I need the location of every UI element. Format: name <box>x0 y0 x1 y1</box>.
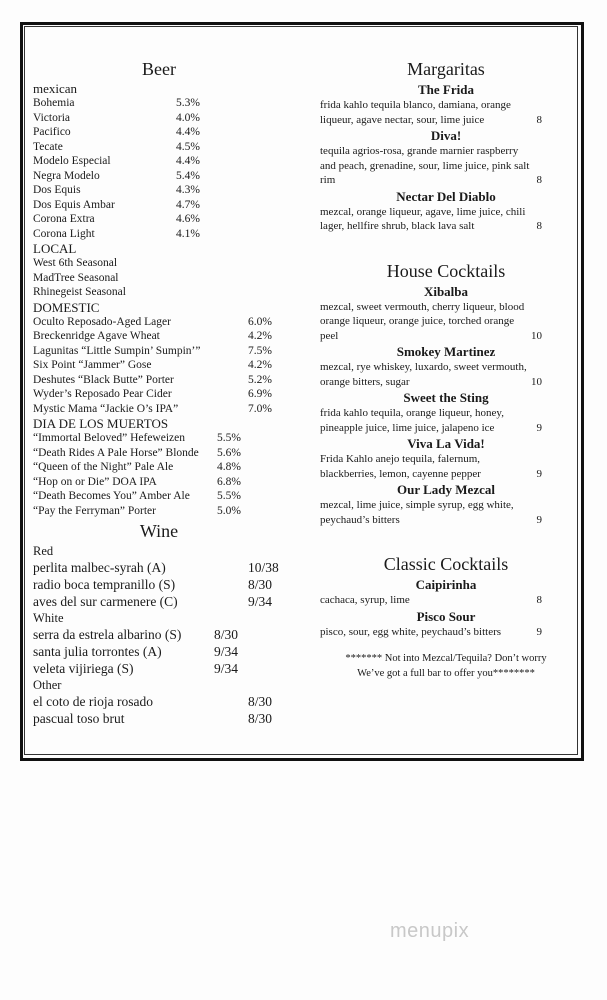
item-name: “Death Rides A Pale Horse” Blonde <box>33 446 199 459</box>
drink-name: Caipirinha <box>415 577 477 592</box>
item-abv: 4.2% <box>248 359 272 371</box>
drink-description <box>320 219 542 234</box>
list-item <box>33 626 285 643</box>
drink-description <box>320 314 542 329</box>
description-line: mezcal, sweet vermouth, cherry liqueur, blood <box>320 300 525 313</box>
item-price: 9/34 <box>248 594 273 609</box>
drink-description <box>320 113 542 128</box>
local-label: LOCAL <box>33 241 77 256</box>
list-item <box>33 643 285 660</box>
item-abv: 7.0% <box>248 402 272 415</box>
right-column <box>320 58 572 681</box>
drink-name: Nectar Del Diablo <box>396 188 496 204</box>
item-name: santa julia torrontes (A) <box>33 644 162 659</box>
drink-price: 8 <box>536 174 542 186</box>
item-abv: 5.5% <box>217 432 241 444</box>
list-item <box>33 271 285 286</box>
list-item <box>33 96 285 111</box>
drink-description <box>320 98 542 113</box>
item-name: Mystic Mama “Jackie O’s IPA” <box>33 402 179 415</box>
drink-description <box>320 452 542 467</box>
description-line: frida kahlo tequila, orange liqueur, honey, <box>320 407 504 419</box>
list-item <box>33 431 285 446</box>
drink-name: The Frida <box>418 82 474 97</box>
item-name: Pacifico <box>33 126 71 138</box>
list-item <box>33 111 285 126</box>
item-name: “Queen of the Night” Pale Ale <box>33 461 174 473</box>
list-item <box>33 373 285 388</box>
item-name: veleta vijiriega (S) <box>33 661 134 676</box>
list-item <box>33 344 285 359</box>
drink-name: Pisco Sour <box>416 608 476 624</box>
drink-description <box>320 498 542 513</box>
drink-item <box>320 389 572 435</box>
drink-item <box>320 283 572 344</box>
item-abv: 5.5% <box>217 490 241 502</box>
margaritas-heading: Margaritas <box>407 59 485 79</box>
drink-name: Xibalba <box>423 283 469 299</box>
item-abv: 4.7% <box>176 198 200 211</box>
item-name: “Death Becomes You” Amber Ale <box>33 490 190 502</box>
item-price: 9/34 <box>214 644 239 659</box>
drink-item <box>320 343 572 389</box>
drink-price: 10 <box>531 375 542 388</box>
description-line: rim <box>320 174 336 186</box>
item-abv: 4.1% <box>176 227 200 240</box>
item-name: Oculto Reposado-Aged Lager <box>33 315 171 328</box>
item-abv: 5.0% <box>217 504 241 517</box>
item-name: Corona Light <box>33 227 95 240</box>
item-abv: 5.6% <box>217 446 241 459</box>
beer-heading: Beer <box>142 59 176 79</box>
drink-description <box>320 329 542 344</box>
drink-description <box>320 593 542 608</box>
item-abv: 4.2% <box>248 330 272 342</box>
description-line: and peach, grenadine, sour, lime juice, pink salt <box>320 159 530 172</box>
list-item <box>33 460 285 475</box>
wine-heading: Wine <box>139 521 179 541</box>
item-name: aves del sur carmenere (C) <box>33 594 178 609</box>
item-name: Dos Equis <box>33 184 81 196</box>
list-item <box>33 198 285 213</box>
item-name: el coto de rioja rosado <box>33 694 153 709</box>
item-name: West 6th Seasonal <box>33 257 118 269</box>
item-abv: 6.0% <box>248 315 272 328</box>
list-item <box>33 593 285 610</box>
mexican-section <box>33 81 285 241</box>
description-line: cachaca, syrup, lime <box>320 594 410 606</box>
other-label: Other <box>33 678 62 692</box>
item-price: 8/30 <box>248 577 273 592</box>
local-section <box>33 241 285 300</box>
drink-name: Viva La Vida! <box>407 436 485 451</box>
item-name: Victoria <box>33 111 70 124</box>
item-name: Rhinegeist Seasonal <box>33 286 126 298</box>
description-line: liqueur, agave nectar, sour, lime juice <box>320 113 485 126</box>
list-item <box>33 169 285 184</box>
description-line: Frida Kahlo anejo tequila, falernum, <box>320 453 481 465</box>
item-name: Dos Equis Ambar <box>33 198 115 211</box>
description-line: pineapple juice, lime juice, jalapeno ice <box>320 421 495 434</box>
drink-description <box>320 625 542 640</box>
item-name: “Immortal Beloved” Hefeweizen <box>33 432 185 444</box>
item-name: Lagunitas “Little Sumpin’ Sumpin’” <box>33 344 201 357</box>
list-item <box>33 183 285 198</box>
item-abv: 5.2% <box>248 373 272 386</box>
list-item <box>33 693 285 710</box>
mexican-label: mexican <box>33 81 78 96</box>
drink-price: 10 <box>531 329 542 342</box>
list-item <box>33 504 285 519</box>
full-bar-note <box>320 651 572 681</box>
item-abv: 5.3% <box>176 97 200 109</box>
classic-cocktails-list <box>320 576 572 639</box>
list-item <box>33 402 285 417</box>
description-line: orange liqueur, orange juice, torched orange <box>320 315 515 327</box>
item-abv: 4.8% <box>217 461 241 473</box>
drink-item <box>320 608 572 640</box>
item-name: Negra Modelo <box>33 169 100 182</box>
list-item <box>33 125 285 140</box>
list-item <box>33 446 285 461</box>
list-item <box>33 576 285 593</box>
item-name: perlita malbec-syrah (A) <box>33 560 166 575</box>
item-name: Deshutes “Black Butte” Porter <box>33 373 174 386</box>
item-abv: 6.9% <box>248 388 272 400</box>
item-price: 8/30 <box>248 694 273 709</box>
drink-name: Smokey Martinez <box>396 344 496 359</box>
drink-item <box>320 188 572 234</box>
item-abv: 6.8% <box>217 475 241 488</box>
drink-description <box>320 406 542 421</box>
description-line: frida kahlo tequila blanco, damiana, orange <box>320 99 511 111</box>
drink-name: Sweet the Sting <box>403 390 489 405</box>
drink-price: 9 <box>536 513 542 526</box>
margaritas-list <box>320 81 572 234</box>
list-item <box>33 489 285 504</box>
item-name: MadTree Seasonal <box>33 271 119 284</box>
item-name: Wyder’s Reposado Pear Cider <box>33 388 172 400</box>
item-name: “Pay the Ferryman” Porter <box>33 504 156 517</box>
drink-description <box>320 421 542 436</box>
drink-price: 9 <box>536 625 542 638</box>
item-price: 8/30 <box>248 711 273 726</box>
drink-description <box>320 375 542 390</box>
description-line: tequila agrios-rosa, grande marnier raspberry <box>320 145 519 157</box>
white-label: White <box>33 611 64 625</box>
list-item <box>33 559 285 576</box>
list-item <box>33 387 285 402</box>
item-name: Corona Extra <box>33 213 95 225</box>
description-line: lager, hellfire shrub, black lava salt <box>320 220 475 232</box>
domestic-label: DOMESTIC <box>33 299 100 315</box>
dia-de-los-muertos-section <box>33 416 285 518</box>
drink-description <box>320 173 542 188</box>
drink-item <box>320 481 572 527</box>
item-price: 10/38 <box>248 560 279 575</box>
left-column <box>33 58 285 727</box>
list-item <box>33 710 285 727</box>
description-line: mezcal, orange liqueur, agave, lime juice, chili <box>320 205 526 218</box>
domestic-section <box>33 300 285 417</box>
beer-list <box>33 81 285 518</box>
red-section <box>33 543 285 610</box>
description-line: orange bitters, sugar <box>320 375 410 388</box>
item-abv: 5.4% <box>176 169 200 182</box>
item-name: “Hop on or Die” DOA IPA <box>33 475 157 488</box>
item-name: Bohemia <box>33 97 75 109</box>
drink-price: 8 <box>536 594 542 606</box>
drink-description <box>320 300 542 315</box>
red-label: Red <box>33 544 54 558</box>
drink-description <box>320 159 542 174</box>
drink-description <box>320 360 542 375</box>
drink-name: Our Lady Mezcal <box>397 482 495 497</box>
item-price: 9/34 <box>214 661 239 676</box>
item-name: Breckenridge Agave Wheat <box>33 330 160 342</box>
note-line: ******* Not into Mezcal/Tequila? Don’t worry <box>345 653 547 664</box>
drink-item <box>320 127 572 188</box>
item-name: radio boca tempranillo (S) <box>33 577 176 592</box>
item-name: Six Point “Jammer” Gose <box>33 359 152 371</box>
drink-name: Diva! <box>430 128 462 143</box>
menupix-watermark: menupix <box>390 920 470 942</box>
other-section <box>33 677 285 727</box>
list-item <box>33 256 285 271</box>
item-abv: 4.4% <box>176 155 200 167</box>
list-item <box>33 358 285 373</box>
description-line: mezcal, rye whiskey, luxardo, sweet vermouth, <box>320 361 527 373</box>
white-section <box>33 610 285 677</box>
list-item <box>33 140 285 155</box>
item-abv: 4.0% <box>176 111 200 124</box>
description-line: pisco, sour, egg white, peychaud’s bitters <box>320 625 502 638</box>
list-item <box>33 329 285 344</box>
drink-price: 8 <box>536 113 542 126</box>
drink-price: 8 <box>536 220 542 232</box>
item-name: Tecate <box>33 140 63 153</box>
classic-cocktails-heading: Classic Cocktails <box>383 554 509 574</box>
drink-price: 9 <box>536 421 542 434</box>
description-line: blackberries, lemon, cayenne pepper <box>320 467 481 480</box>
drink-item <box>320 435 572 481</box>
drink-description <box>320 205 542 220</box>
note-line: We’ve got a full bar to offer you******** <box>357 668 535 679</box>
drink-description <box>320 513 542 528</box>
list-item <box>33 285 285 300</box>
item-price: 8/30 <box>214 627 239 642</box>
list-item <box>33 315 285 330</box>
item-abv: 4.3% <box>176 184 200 196</box>
item-abv: 4.4% <box>176 126 200 138</box>
wine-list <box>33 543 285 727</box>
description-line: peychaud’s bitters <box>320 513 400 526</box>
drink-description <box>320 467 542 482</box>
description-line: peel <box>320 329 339 342</box>
item-name: pascual toso brut <box>33 711 125 726</box>
house-cocktails-list <box>320 283 572 528</box>
item-abv: 4.5% <box>176 140 200 153</box>
list-item <box>33 154 285 169</box>
description-line: mezcal, lime juice, simple syrup, egg white, <box>320 499 514 511</box>
item-name: Modelo Especial <box>33 155 111 167</box>
list-item <box>33 212 285 227</box>
list-item <box>33 475 285 490</box>
drink-item <box>320 81 572 127</box>
item-name: serra da estrela albarino (S) <box>33 627 182 642</box>
list-item <box>33 660 285 677</box>
list-item <box>33 227 285 242</box>
item-abv: 7.5% <box>248 344 272 357</box>
drink-item <box>320 576 572 608</box>
drink-description <box>320 144 542 159</box>
house-cocktails-heading: House Cocktails <box>386 260 506 281</box>
item-abv: 4.6% <box>176 213 200 225</box>
drink-price: 9 <box>536 467 542 480</box>
dia-de-los-muertos-label: DIA DE LOS MUERTOS <box>33 416 169 431</box>
